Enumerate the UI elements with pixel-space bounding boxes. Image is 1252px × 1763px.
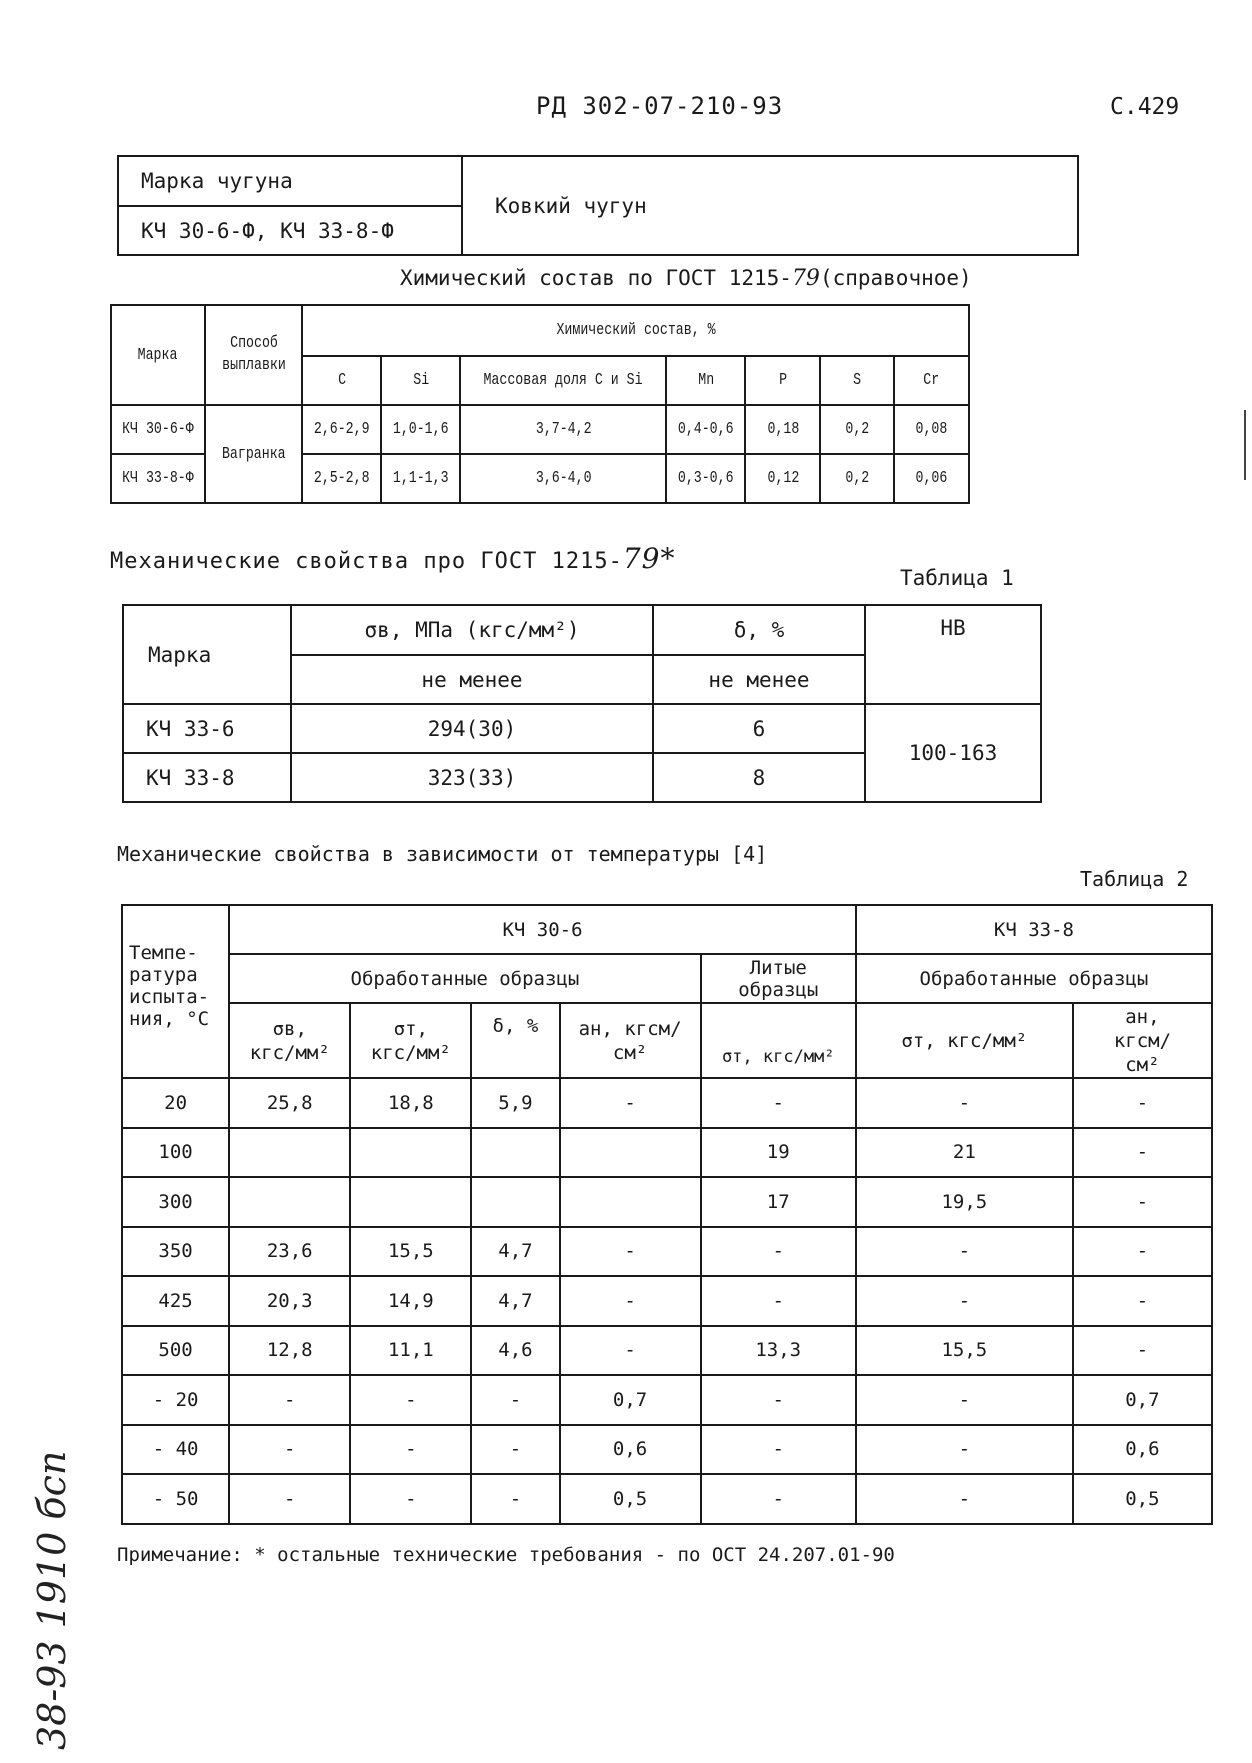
temp-cell-a-n [560, 1177, 701, 1227]
table-row [122, 1425, 1212, 1475]
temp-sub-cast-sigma-t: σт, кгс/мм² [701, 1003, 856, 1078]
mech-delta-cell: 6 [653, 704, 865, 753]
footnote: Примечание: * остальные технические требования - по ОСТ 24.207.01-90 [117, 1544, 895, 1566]
temp-cell-b-a-n: - [1073, 1227, 1212, 1277]
mech-head-hb: HB [865, 605, 1041, 704]
temp-cell-b-sigma-t: 21 [856, 1128, 1073, 1178]
temp-cell-delta: 4,6 [471, 1326, 559, 1376]
chem-cell: 2,5-2,8 [302, 454, 381, 503]
chem-col-c: C [302, 356, 381, 405]
temp-cell-temp-value: 500 [122, 1326, 229, 1376]
table-row [122, 1326, 1212, 1376]
page-number: С.429 [1110, 94, 1180, 120]
temp-cell-sigma-b [229, 1177, 350, 1227]
chem-cell: 0,12 [745, 454, 820, 503]
chem-cell: 3,7-4,2 [460, 405, 666, 454]
temp-cell-temp-value: 20 [122, 1078, 229, 1128]
chem-caption-tail: (справочное) [819, 266, 972, 290]
temp-cell-a-n: - [560, 1276, 701, 1326]
temp-cell-delta [471, 1177, 559, 1227]
temp-sub-sigma-b: σв, кгс/мм² [229, 1003, 350, 1078]
temp-head-machined-b: Обработанные образцы [856, 954, 1212, 1003]
margin-handwritten-note: 38-93 1910 бсп [30, 1450, 74, 1750]
chem-cell: 0,2 [820, 405, 894, 454]
chem-caption-year: 79 [791, 266, 820, 291]
temp-sub-b-a-n: aн, кгсм/см² [1073, 1003, 1212, 1078]
grade-label: Марка чугуна [118, 156, 462, 206]
chem-method-cell: Вагранка [205, 405, 302, 503]
temp-cell-b-sigma-t: - [856, 1276, 1073, 1326]
chem-cell: 0,2 [820, 454, 894, 503]
chem-cell: 0,4-0,6 [666, 405, 745, 454]
temp-table-body [122, 1078, 1212, 1524]
chem-head-grade: Марка [111, 305, 205, 405]
mech-sigma-cell: 294(30) [291, 704, 653, 753]
mech-caption [110, 542, 675, 575]
temp-cell-temp-value: 425 [122, 1276, 229, 1326]
table-row [122, 1128, 1212, 1178]
temp-sub-a-n: aн, кгсм/см² [560, 1003, 701, 1078]
temp-cell-delta: - [471, 1425, 559, 1475]
temp-cell-b-a-n: 0,6 [1073, 1425, 1212, 1475]
grade-values: КЧ 30-6-Ф, КЧ 33-8-Ф [118, 206, 462, 255]
chem-grade-cell: КЧ 30-6-Ф [111, 405, 205, 454]
temp-cell-sigma-b: - [229, 1425, 350, 1475]
temp-cell-sigma-t: - [350, 1425, 471, 1475]
temp-cell-sigma-b: 12,8 [229, 1326, 350, 1376]
temp-cell-a-n: 0,6 [560, 1425, 701, 1475]
temp-cell-sigma-b [229, 1128, 350, 1178]
temp-cell-sigma-t: - [350, 1375, 471, 1425]
chem-cell: 1,0-1,6 [381, 405, 460, 454]
temp-sub-sigma-t: σт, кгс/мм² [350, 1003, 471, 1078]
temp-cell-b-sigma-t: 15,5 [856, 1326, 1073, 1376]
chem-cell: 0,08 [894, 405, 969, 454]
temp-cell-cast-sigma-t: 19 [701, 1128, 856, 1178]
temp-cell-temp-value: 350 [122, 1227, 229, 1277]
chem-col-mn: Mn [666, 356, 745, 405]
temp-cell-b-a-n: - [1073, 1326, 1212, 1376]
temp-cell-temp-value: - 20 [122, 1375, 229, 1425]
chem-col-s: S [820, 356, 894, 405]
temp-cell-b-a-n: - [1073, 1177, 1212, 1227]
mech-grade-cell: КЧ 33-6 [123, 704, 291, 753]
chem-cell: 0,06 [894, 454, 969, 503]
temp-head-cast: Литые образцы [701, 954, 856, 1003]
mech-delta-cell: 8 [653, 753, 865, 802]
chem-col-cr: Cr [894, 356, 969, 405]
margin-mark [1244, 410, 1246, 480]
chem-cell: 2,6-2,9 [302, 405, 381, 454]
mech-table [122, 604, 1042, 803]
temp-cell-sigma-t: 14,9 [350, 1276, 471, 1326]
temp-cell-b-sigma-t: - [856, 1227, 1073, 1277]
table-row [122, 1078, 1212, 1128]
chem-cell: 1,1-1,3 [381, 454, 460, 503]
table-2-label: Таблица 2 [1080, 867, 1189, 891]
mech-sigma-cell: 323(33) [291, 753, 653, 802]
table-row [122, 1474, 1212, 1524]
temp-cell-sigma-b: - [229, 1375, 350, 1425]
grade-box [117, 155, 1079, 256]
temp-cell-a-n: 0,5 [560, 1474, 701, 1524]
temp-cell-sigma-b: 23,6 [229, 1227, 350, 1277]
table-row [122, 1276, 1212, 1326]
mech-head-delta: δ, % [653, 605, 865, 655]
temp-table [121, 904, 1213, 1525]
chem-col-c-si: Массовая доля C и Si [460, 356, 666, 405]
table-row [122, 1375, 1212, 1425]
temp-cell-b-a-n: 0,7 [1073, 1375, 1212, 1425]
mech-head-grade: Марка [123, 605, 291, 704]
temp-cell-delta: - [471, 1375, 559, 1425]
temp-cell-sigma-t: 15,5 [350, 1227, 471, 1277]
temp-cell-cast-sigma-t: - [701, 1375, 856, 1425]
temp-cell-delta: 4,7 [471, 1276, 559, 1326]
temp-cell-b-sigma-t: 19,5 [856, 1177, 1073, 1227]
temp-cell-delta: 4,7 [471, 1227, 559, 1277]
temp-cell-temp-value: - 40 [122, 1425, 229, 1475]
temp-head-grade-b: КЧ 33-8 [856, 905, 1212, 954]
table-row [122, 1227, 1212, 1277]
chem-grade-cell: КЧ 33-8-Ф [111, 454, 205, 503]
temp-cell-delta [471, 1128, 559, 1178]
mech-sigma-not-less: не менее [291, 655, 653, 704]
chem-cell: 0,18 [745, 405, 820, 454]
temp-cell-a-n: - [560, 1078, 701, 1128]
temp-caption: Механические свойства в зависимости от температуры [4] [117, 842, 768, 866]
table-1-label: Таблица 1 [900, 566, 1014, 590]
temp-cell-sigma-t [350, 1128, 471, 1178]
temp-cell-a-n: - [560, 1326, 701, 1376]
temp-cell-b-sigma-t: - [856, 1375, 1073, 1425]
mech-head-sigma: σв, МПа (кгс/мм²) [291, 605, 653, 655]
temp-cell-cast-sigma-t: - [701, 1425, 856, 1475]
chem-col-p: P [745, 356, 820, 405]
temp-cell-cast-sigma-t: 17 [701, 1177, 856, 1227]
temp-cell-b-sigma-t: - [856, 1474, 1073, 1524]
material-name: Ковкий чугун [462, 156, 1078, 255]
chem-caption-main: Химический состав по ГОСТ 1215- [400, 266, 792, 290]
temp-cell-sigma-t [350, 1177, 471, 1227]
temp-cell-sigma-t: 11,1 [350, 1326, 471, 1376]
temp-cell-sigma-t: 18,8 [350, 1078, 471, 1128]
chem-cell: 3,6-4,0 [460, 454, 666, 503]
document-code: РД 302-07-210-93 [536, 92, 784, 120]
temp-head-machined-a: Обработанные образцы [229, 954, 700, 1003]
temp-cell-cast-sigma-t: - [701, 1474, 856, 1524]
mech-caption-year: 79* [622, 542, 676, 575]
mech-hb-cell: 100-163 [865, 704, 1041, 802]
temp-head-temperature: Темпе-ратура испыта-ния, °С [122, 905, 229, 1078]
temp-cell-delta: - [471, 1474, 559, 1524]
temp-cell-cast-sigma-t: 13,3 [701, 1326, 856, 1376]
temp-cell-b-sigma-t: - [856, 1425, 1073, 1475]
chem-head-composition: Химический состав, % [302, 305, 969, 356]
temp-cell-sigma-b: 20,3 [229, 1276, 350, 1326]
temp-cell-sigma-b: - [229, 1474, 350, 1524]
table-row [123, 704, 1041, 753]
temp-cell-a-n [560, 1128, 701, 1178]
chem-cell: 0,3-0,6 [666, 454, 745, 503]
temp-cell-sigma-t: - [350, 1474, 471, 1524]
temp-cell-b-a-n: - [1073, 1078, 1212, 1128]
mech-caption-main: Механические свойства про ГОСТ 1215- [110, 549, 623, 574]
temp-cell-b-sigma-t: - [856, 1078, 1073, 1128]
chem-head-method: Способ выплавки [205, 305, 302, 405]
mech-delta-not-less: не менее [653, 655, 865, 704]
temp-head-grade-a: КЧ 30-6 [229, 905, 856, 954]
temp-cell-b-a-n: 0,5 [1073, 1474, 1212, 1524]
temp-cell-temp-value: - 50 [122, 1474, 229, 1524]
table-row [122, 1177, 1212, 1227]
temp-cell-cast-sigma-t: - [701, 1276, 856, 1326]
temp-cell-temp-value: 300 [122, 1177, 229, 1227]
temp-cell-cast-sigma-t: - [701, 1227, 856, 1277]
chem-table [110, 304, 970, 504]
temp-cell-b-a-n: - [1073, 1276, 1212, 1326]
temp-sub-delta: δ, % [471, 1003, 559, 1078]
temp-cell-a-n: 0,7 [560, 1375, 701, 1425]
chem-col-si: Si [381, 356, 460, 405]
temp-cell-sigma-b: 25,8 [229, 1078, 350, 1128]
temp-cell-cast-sigma-t: - [701, 1078, 856, 1128]
temp-cell-delta: 5,9 [471, 1078, 559, 1128]
temp-cell-a-n: - [560, 1227, 701, 1277]
temp-cell-b-a-n: - [1073, 1128, 1212, 1178]
table-row [111, 405, 969, 454]
temp-cell-temp-value: 100 [122, 1128, 229, 1178]
temp-sub-b-sigma-t: σт, кгс/мм² [856, 1003, 1073, 1078]
chem-caption [400, 266, 972, 291]
mech-grade-cell: КЧ 33-8 [123, 753, 291, 802]
